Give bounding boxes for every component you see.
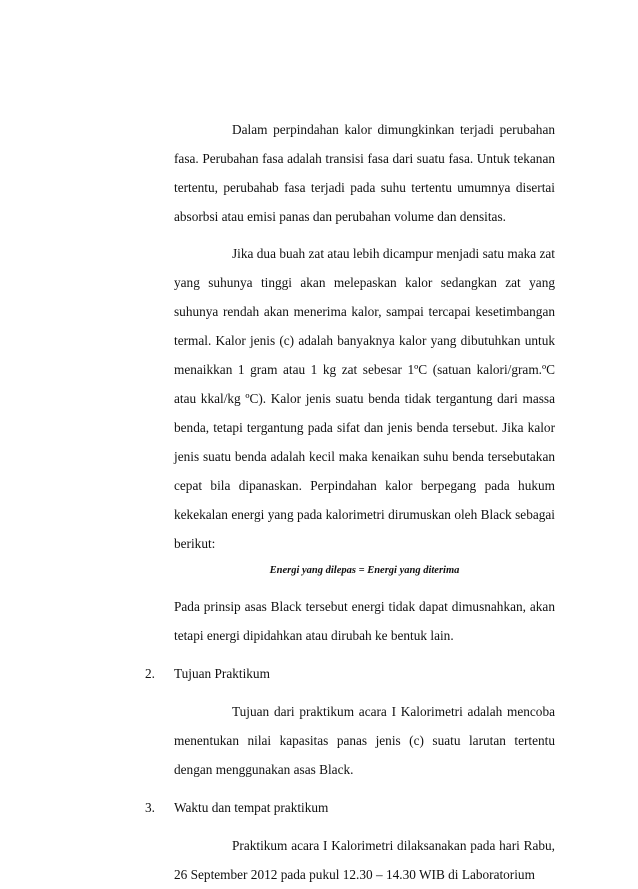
paragraph-text: Praktikum acara I Kalorimetri dilaksanakan pada hari Rabu, 26 September 2012 pada pukul 12.30 – 14.30 WIB di Laboratorium [174,838,555,882]
paragraph-black-principle [174,592,555,650]
paragraph-phase-change [174,115,555,231]
section-title: Tujuan Praktikum [174,666,270,681]
section-title: Waktu dan tempat praktikum [174,800,329,815]
section-heading-tujuan [145,659,555,688]
paragraph-specific-heat [174,239,555,558]
paragraph-text: Pada prinsip asas Black tersebut energi tidak dapat dimusnahkan, akan tetapi energi dipidahkan atau dirubah ke bentuk lain. [174,599,555,643]
black-principle-formula: Energi yang dilepas = Energi yang diterima [269,565,460,576]
section-number: 2. [145,666,155,681]
paragraph-text: Tujuan dari praktikum acara I Kalorimetri adalah mencoba menentukan nilai kapasitas panas jenis (c) suatu larutan tertentu dengan menggunakan asas Black. [174,704,555,777]
paragraph-objective [174,697,555,784]
section-heading-waktu [145,793,555,822]
document-content [0,115,638,889]
section-number: 3. [145,800,155,815]
paragraph-text: Jika dua buah zat atau lebih dicampur menjadi satu maka zat yang suhunya tinggi akan melepaskan kalor sedangkan zat yang suhunya rendah akan menerima kalor, sampai tercapai kesetimbangan termal. Kalor jenis (c) adalah banyaknya kalor yang dibutuhkan untuk menaikkan 1 gram atau 1 kg zat sebesar 1ºC (satuan kalori/gram.ºC atau kkal/kg ºC). Kalor jenis suatu benda tidak tergantung dari massa benda, tetapi tergantung pada sifat dan jenis benda tersebut. Jika kalor jenis suatu benda adalah kecil maka kenaikan suhu benda tersebutakan cepat bila dipanaskan. Perpindahan kalor berpegang pada hukum kekekalan energi yang pada kalorimetri dirumuskan oleh Black sebagai berikut: [174,246,555,551]
paragraph-text: Dalam perpindahan kalor dimungkinkan terjadi perubahan fasa. Perubahan fasa adalah transisi fasa dari suatu fasa. Untuk tekanan tertentu, perubahab fasa terjadi pada suhu tertentu umumnya disertai absorbsi atau emisi panas dan perubahan volume dan densitas. [174,122,555,224]
paragraph-time-place [174,831,555,889]
